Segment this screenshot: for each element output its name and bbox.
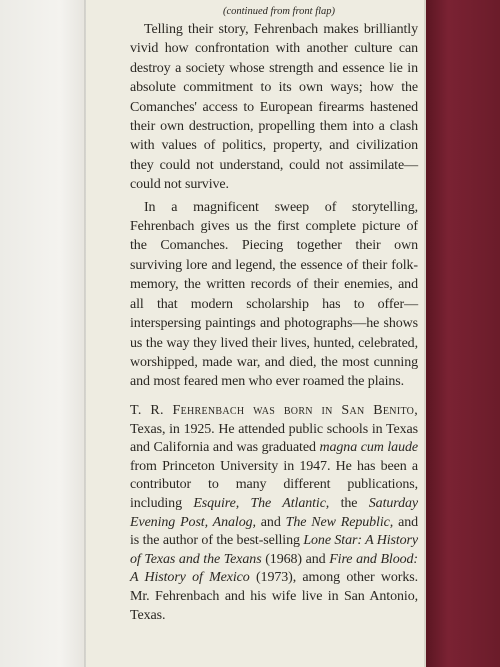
author-bio-lead: T. R. Fehrenbach was born in San Benito, [130,403,418,418]
bio-text-3: the [329,495,369,511]
bio-text-4: and [255,514,286,530]
flap-paragraph-1: Telling their story, Fehrenbach makes brilliantly vivid how confrontation with another culture can destroy a society whose strength and essence lie in absolute commitment to its own ways; how the Comanches' access to European firearms hastened their own destruction, propelling them into a clash with values of politics, property, and civilization they could not understand, could not assimilate—could not survive. [130,22,418,193]
bio-italic-1: magna cum laude [319,440,418,456]
continued-note: (continued from front flap) [222,6,336,17]
bio-italic-3: Saturday Evening Post, Analog, [130,495,419,530]
bio-text-1: Texas, in 1925. He attended public schools in Texas and California and was graduated [130,421,418,456]
flap-text [130,6,418,392]
flap-paragraph-2: In a magnificent sweep of storytelling, Fehrenbach gives us the first complete picture of the Comanches. Piecing together their own surviving lore and legend, the essence of their folk-memory, the written records of their enemies, and all that modern scholarship has to offer—interspersing paintings and photographs—he shows us the way they lived their lives, hunted, celebrated, worshipped, made war, and died, the most cunning and most feared men who ever roamed the plains. [130,199,418,390]
jacket-spine-edge [426,0,500,667]
bio-italic-5: Lone Star: A History of Texas and the Texans [130,533,418,567]
author-bio [130,402,418,625]
back-cover-edge [0,0,86,667]
bio-italic-6: Fire and Blood: A History of Mexico [130,551,418,586]
bio-text-5: and is the author of the best-selling [130,514,418,549]
bio-italic-2: Esquire, The Atlantic, [193,495,330,511]
bio-italic-4: The New Republic, [285,514,394,530]
bio-text-7: (1973), among other works. Mr. Fehrenbach and his wife live in San Antonio, Texas. [130,570,419,623]
bio-text-6: (1968) and [261,551,330,567]
bio-text-2: from Princeton University in 1947. He has been a contributor to many different publications, including [130,458,418,511]
